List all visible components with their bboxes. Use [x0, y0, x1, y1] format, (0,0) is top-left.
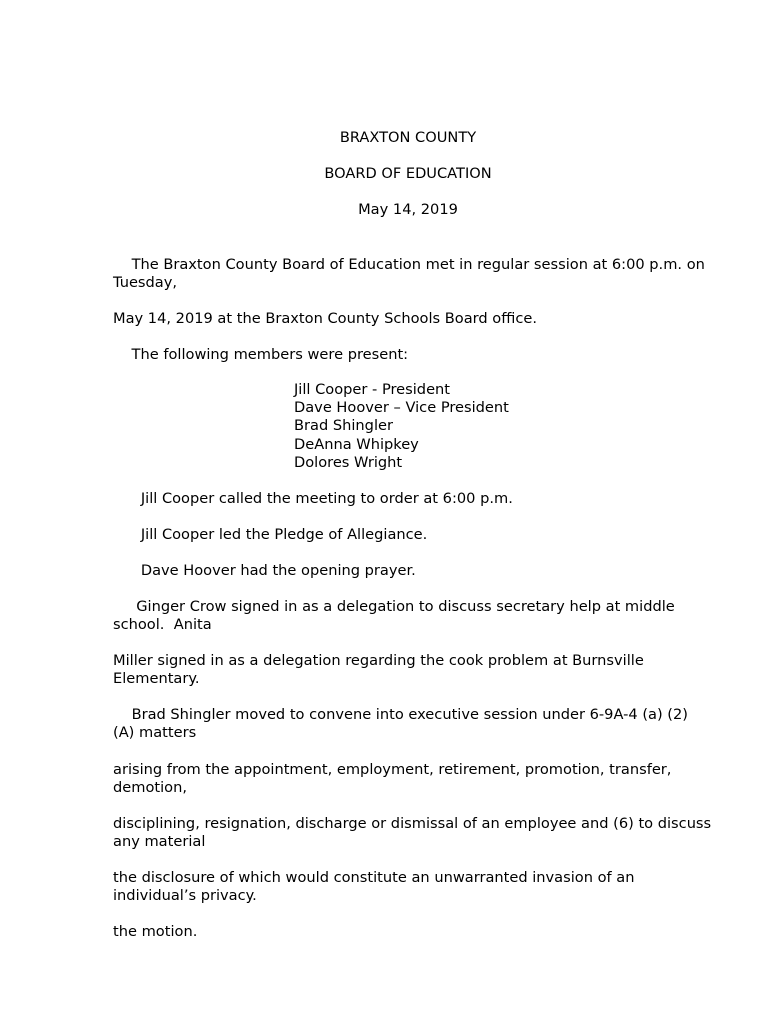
- paragraph-executive-discipline: disciplining, resignation, discharge or dismissal of an employee and (6) to discuss any material: [113, 815, 712, 850]
- member-item: Dolores Wright: [294, 453, 403, 471]
- paragraph-session: The Braxton County Board of Education met in regular session at 6:00 p.m. on Tuesday,: [113, 256, 710, 291]
- paragraph-delegation-crow: Ginger Crow signed in as a delegation to discuss secretary help at middle school. Anita: [113, 598, 680, 633]
- member-item: Dave Hoover – Vice President: [294, 399, 509, 417]
- paragraph-the-motion: the motion.: [113, 923, 198, 940]
- paragraph-location: May 14, 2019 at the Braxton County Schools Board office.: [113, 310, 537, 327]
- paragraph-executive-motion: Brad Shingler moved to convene into executive session under 6-9A-4 (a) (2) (A) matters: [113, 706, 693, 741]
- paragraph-pledge: Jill Cooper led the Pledge of Allegiance.: [113, 526, 428, 543]
- member-item: Jill Cooper - President: [294, 381, 451, 398]
- county-heading: BRAXTON COUNTY: [339, 129, 477, 146]
- board-heading: BOARD OF EDUCATION: [324, 165, 492, 182]
- members-list: [294, 381, 509, 472]
- paragraph-executive-reasons: arising from the appointment, employment, retirement, promotion, transfer, demotion,: [113, 761, 672, 796]
- paragraph-prayer: Dave Hoover had the opening prayer.: [113, 562, 416, 579]
- paragraph-members-intro: The following members were present:: [113, 346, 409, 363]
- paragraph-call-to-order: Jill Cooper called the meeting to order at 6:00 p.m.: [113, 490, 513, 507]
- paragraph-executive-privacy: the disclosure of which would constitute an unwarranted invasion of an individual’s privacy.: [113, 869, 635, 904]
- member-item: Brad Shingler: [294, 417, 393, 435]
- member-item: DeAnna Whipkey: [294, 435, 419, 453]
- paragraph-delegation-miller: Miller signed in as a delegation regarding the cook problem at Burnsville Elementary.: [113, 652, 644, 687]
- meeting-date-heading: May 14, 2019: [358, 201, 458, 218]
